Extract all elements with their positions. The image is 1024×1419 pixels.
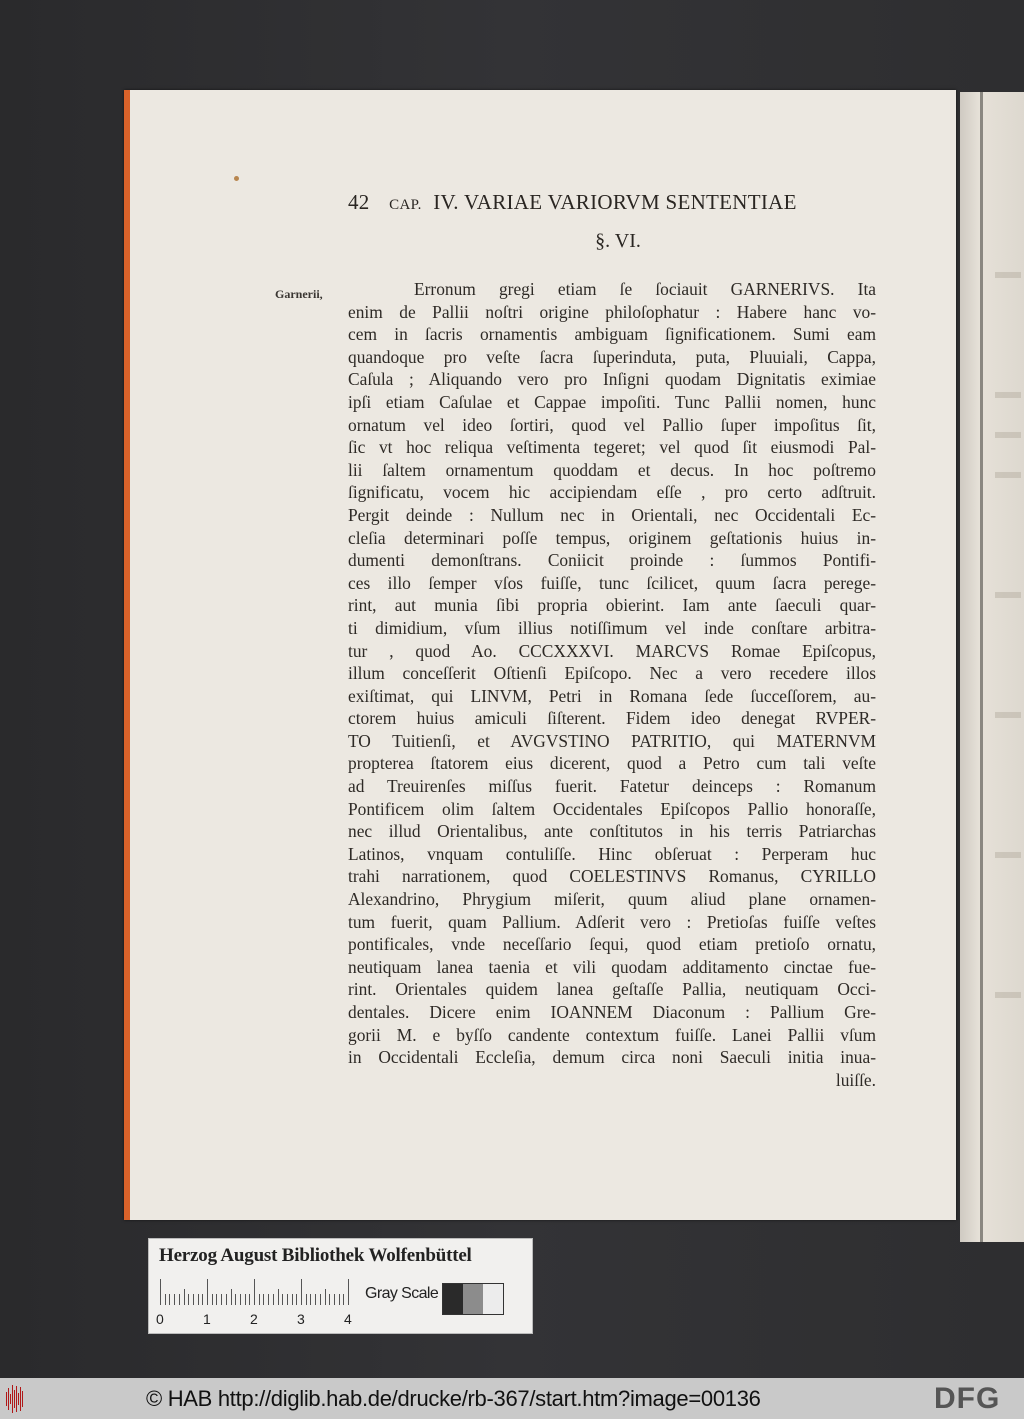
text-line: Pergit deinde : Nullum nec in Orientali, nec Occidentali Ec- [348, 504, 876, 525]
ruler-tick [306, 1294, 307, 1305]
text-line: Erronum gregi etiam ſe ſociauit GARNERIVS. Ita [414, 279, 876, 299]
section-heading: §. VI. [595, 230, 641, 252]
bleed-through-text [995, 992, 1021, 998]
ruler-tick [315, 1294, 316, 1305]
library-name: Herzog August Bibliothek Wolfenbüttel [159, 1245, 472, 1266]
text-line: dumenti demonſtrans. Coniicit proinde : ſummos Pontifi- [348, 550, 876, 571]
gray-swatch [443, 1284, 463, 1314]
paper-stain [234, 176, 239, 181]
ruler-tick [273, 1294, 274, 1305]
ruler-number: 0 [156, 1311, 164, 1327]
footer-bar [0, 1378, 1024, 1419]
ruler-tick [245, 1294, 246, 1305]
chapter-label: CAP. [389, 197, 422, 213]
measurement-ruler [156, 1281, 352, 1327]
ruler-tick [325, 1289, 326, 1305]
bleed-through-text [995, 852, 1021, 858]
bleed-through-text [995, 592, 1021, 598]
ruler-tick [348, 1279, 349, 1305]
text-line: pontificales, vnde neceſſario ſequi, quod etiam pretioſo ornatu, [348, 934, 876, 955]
text-line: ces illo ſemper vſos fuiſſe, tunc ſcilicet, quum ſacra perege- [348, 572, 876, 593]
text-line: illum conceſſerit Oſtienſi Epiſcopo. Nec a vero recedere illos [348, 663, 876, 684]
ruler-number: 4 [344, 1311, 352, 1327]
text-line: gorii M. e byſſo candente contextum fuiſſe. Lanei Pallii vſum [348, 1024, 876, 1045]
ruler-tick [254, 1279, 255, 1305]
ruler-tick [207, 1279, 208, 1305]
page-number: 42 [348, 190, 370, 214]
ruler-tick [282, 1294, 283, 1305]
text-line: Latinos, vnquam contuliſſe. Hinc obſeruat : Perperam huc [348, 843, 876, 864]
ruler-tick [216, 1294, 217, 1305]
text-line: dentales. Dicere enim IOANNEM Diaconum : Pallium Gre- [348, 1002, 876, 1022]
ruler-number: 1 [203, 1311, 211, 1327]
gutter-line [980, 92, 983, 1242]
text-line: quandoque pro veſte ſacra ſuperinduta, puta, Pluuiali, Cappa, [348, 346, 876, 367]
text-line: rint, aut munia ſibi propria obierint. Iam ante ſaeculi quar- [348, 595, 876, 616]
ruler-tick [231, 1289, 232, 1305]
ruler-tick [292, 1294, 293, 1305]
ruler-tick [339, 1294, 340, 1305]
text-line: ſignificatu, vocem hic accipiendam eſſe , pro certo adſtruit. [348, 482, 876, 503]
text-line: propterea ſtatorem eius dicerent, quod a Petro cum tali veſte [348, 753, 876, 774]
library-color-target [148, 1238, 533, 1334]
ruler-tick [301, 1279, 302, 1305]
gray-scale-label: Gray Scale [365, 1285, 439, 1302]
bleed-through-text [995, 392, 1021, 398]
ruler-tick [249, 1294, 250, 1305]
text-line: tum fuerit, quam Pallium. Adſerit vero : Pretioſas fuiſſe veſtes [348, 911, 876, 932]
text-line: exiſtimat, qui LINVM, Petri in Romana ſede ſucceſſorem, au- [348, 685, 876, 706]
ruler-tick [259, 1294, 260, 1305]
body-text [348, 278, 876, 1091]
text-line: ti dimidium, vſum illius notiſſimum vel inde conſtare arbitra- [348, 617, 876, 638]
ruler-tick [287, 1294, 288, 1305]
ruler-tick [174, 1294, 175, 1305]
text-line: cleſia determinari poſſe tempus, originem geſtationis huius in- [348, 527, 876, 548]
text-line: ad Treuirenſes miſſus fuerit. Fatetur deinceps : Romanum [348, 776, 876, 797]
ruler-tick [240, 1294, 241, 1305]
text-line: rint. Orientales quidem lanea geſtaſſe Pallia, neutiquam Occi- [348, 979, 876, 1000]
facing-page-edge [960, 92, 1024, 1242]
ruler-tick [263, 1294, 264, 1305]
text-line: lii ſaltem ornamentum quoddam et decus. In hoc poſtremo [348, 459, 876, 480]
running-head [348, 190, 878, 215]
ruler-tick [193, 1294, 194, 1305]
marginal-note: Garnerii, [275, 287, 323, 301]
bleed-through-text [995, 272, 1021, 278]
dfg-logo: DFG [934, 1382, 1001, 1415]
ruler-tick [296, 1294, 297, 1305]
ruler-tick [320, 1294, 321, 1305]
text-line: neutiquam lanea taenia et vili quodam additamento cinctae fue- [348, 956, 876, 977]
gray-swatch [483, 1284, 503, 1314]
bleed-through-text [995, 712, 1021, 718]
text-line: luiſſe. [835, 1069, 876, 1090]
text-line: Pontificem olim ſaltem Occidentales Epiſcopos Pallio honoraſſe, [348, 798, 876, 819]
text-line: Caſula ; Aliquando vero pro Inſigni quodam Dignitatis eximiae [348, 369, 876, 390]
ruler-tick [160, 1279, 161, 1305]
ruler-number: 3 [297, 1311, 305, 1327]
ruler-tick [334, 1294, 335, 1305]
text-line: cem in ſacris ornamentis ambiguam ſignificationem. Sumi eam [348, 324, 876, 345]
text-line: ornatum vel ideo ſortiri, quod vel Pallio ſuper impoſitus ſit, [348, 414, 876, 435]
text-line: ſic vt hoc reliqua veſtimenta tegeret; vel quod ſit eiusmodi Pal- [348, 437, 876, 458]
text-line: in Occidentali Eccleſia, demum circa noni Saeculi initia inua- [348, 1047, 876, 1068]
ruler-tick [268, 1294, 269, 1305]
hab-logo-icon [6, 1384, 26, 1414]
ruler-tick [235, 1294, 236, 1305]
text-line: TO Tuitienſi, et AVGVSTINO PATRITIO, qui MATERNVM [348, 730, 876, 751]
ruler-tick [278, 1289, 279, 1305]
bleed-through-text [995, 432, 1021, 438]
text-line: ipſi etiam Caſulae et Cappae impoſiti. Tunc Pallii nomen, hunc [348, 391, 876, 412]
ruler-number: 2 [250, 1311, 258, 1327]
ruler-tick [202, 1294, 203, 1305]
text-line: Alexandrino, Phrygium miſerit, quum aliud plane ornamen- [348, 889, 876, 910]
text-line: trahi narrationem, quod COELESTINVS Romanus, CYRILLO [348, 866, 876, 887]
text-line: nec illud Orientalibus, ante conſtitutos in his terris Patriarchas [348, 821, 876, 842]
ruler-tick [179, 1294, 180, 1305]
ruler-tick [184, 1289, 185, 1305]
ruler-tick [188, 1294, 189, 1305]
text-line: tur , quod Ao. CCCXXXVI. MARCVS Romae Epiſcopus, [348, 640, 876, 661]
copyright-url[interactable]: © HAB http://diglib.hab.de/drucke/rb-367/start.htm?image=00136 [146, 1386, 761, 1411]
gray-swatch [463, 1284, 483, 1314]
bleed-through-text [995, 472, 1021, 478]
ruler-tick [165, 1294, 166, 1305]
ruler-tick [329, 1294, 330, 1305]
book-page [124, 90, 956, 1220]
text-line: ctorem huius amiculi ſiſterent. Fidem ideo denegat RVPER- [348, 708, 876, 729]
chapter-title: IV. VARIAE VARIORVM SENTENTIAE [433, 190, 797, 214]
ruler-tick [169, 1294, 170, 1305]
ruler-tick [221, 1294, 222, 1305]
ruler-tick [226, 1294, 227, 1305]
gray-scale-swatches [442, 1283, 504, 1315]
text-line: enim de Pallii noſtri origine philoſophatur : Habere hanc vo- [348, 301, 876, 322]
ruler-tick [198, 1294, 199, 1305]
ruler-tick [310, 1294, 311, 1305]
ruler-tick [343, 1294, 344, 1305]
ruler-tick [212, 1294, 213, 1305]
